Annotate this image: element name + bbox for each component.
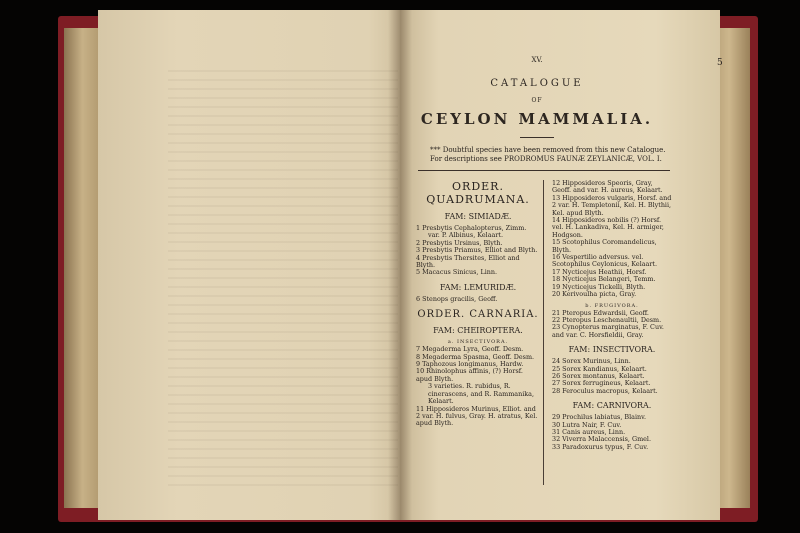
left-page <box>98 10 416 520</box>
of-label: OF <box>531 97 543 104</box>
family-heading: FAM: INSECTIVORA. <box>568 345 656 355</box>
handwritten-mark: 5 <box>717 58 723 68</box>
species-entry: 16 Vespertilio adversus. vel. Scotophilus Ceylonicus, Kelaart. <box>552 253 658 269</box>
species-entry: 29 Prochilus labiatus, Blainv. <box>552 413 646 422</box>
family-heading: FAM: CHEIROPTERA. <box>433 326 523 336</box>
species-entry: 13 Hipposideros vulgaris, Horsf. and 2 var. H. Templetonii, Kel. H. Blythii, Kel. apud Blyth. <box>552 193 672 217</box>
book-gutter <box>388 10 412 520</box>
species-entry: 33 Paradoxurus typus, F. Cuv. <box>552 442 649 451</box>
species-entry: 6 Stenops gracilis, Geoff. <box>416 294 498 303</box>
species-entry: 19 Nycticejus Tickelli, Blyth. <box>552 282 646 291</box>
order-name: QUADRUMANA. <box>426 193 530 206</box>
species-entry: 22 Pteropus Leschenaultii, Desm. <box>552 315 662 324</box>
order-heading: ORDER. CARNARIA. <box>417 309 539 321</box>
left-column <box>416 180 540 428</box>
species-entry: 20 Kerivoulha picta, Gray. <box>552 290 637 299</box>
title-rule <box>520 137 554 138</box>
order-label: ORDER. <box>452 180 504 193</box>
show-through-text <box>168 70 398 490</box>
family-heading: FAM: CARNIVORA. <box>572 401 652 411</box>
species-entry: 21 Pteropus Edwardsii, Geoff. <box>552 308 649 317</box>
species-entry: 9 Taphozous longimanus, Hardw. <box>416 360 524 369</box>
species-entry: 12 Hipposideros Speoris, Gray, Geoff. and var. H. aureus, Kelaart. <box>552 179 663 195</box>
page-number: XV. <box>531 56 543 64</box>
catalogue-heading: CATALOGUE <box>490 78 584 89</box>
note-line-1: *** Doubtful species have been removed from this new Catalogue. <box>430 146 666 154</box>
species-entry: 15 Scotophilus Coromandelicus, Blyth. <box>552 238 657 254</box>
species-entry: 24 Sorex Murinus, Linn. <box>552 357 631 366</box>
species-entry: 32 Viverra Malaccensis, Gmel. <box>552 435 652 444</box>
species-entry: 8 Megaderma Spasma, Geoff. Desm. <box>416 352 535 361</box>
subgroup-heading: b. FRUGIVORA. <box>585 302 639 309</box>
species-entry: 3 varieties. R. rubidus, R. cinerascens, and R. Rammanika, Kelaart. <box>428 382 534 406</box>
catalogue-note <box>430 146 665 164</box>
species-entry: 14 Hipposideros nobilis (?) Horsf. vel. H. Lankadiva, Kel. H. armiger, Hodgson. <box>552 216 664 239</box>
family-heading: FAM: SIMIADÆ. <box>444 212 512 221</box>
species-entry: 31 Canis aureus, Linn. <box>552 427 626 436</box>
species-entry: var. P. Albinus, Kelaart. <box>428 231 503 240</box>
species-entry: 30 Lutra Nair, F. Cuv. <box>552 420 622 429</box>
species-entry: 11 Hipposideros Murinus, Elliot. and 2 var. H. fulvus, Gray. H. atratus, Kel. apud Blyth. <box>416 404 538 428</box>
species-entry: 7 Megaderma Lyra, Geoff. Desm. <box>416 345 524 354</box>
note-rule <box>418 170 670 171</box>
right-column <box>552 180 672 451</box>
note-line-2: For descriptions see PRODROMUS FAUNÆ ZEYLANICÆ, VOL. I. <box>430 155 662 163</box>
family-heading: FAM: LEMURIDÆ. <box>439 282 517 292</box>
species-entry: 3 Presbytis Priamus, Elliot and Blyth. <box>416 246 538 255</box>
species-entry: 17 Nycticejus Heathii, Horsf. <box>552 267 647 276</box>
species-entry: 5 Macacus Sinicus, Linn. <box>416 268 498 277</box>
species-entry: 23 Cynopterus marginatus, F. Cuv. and var. C. Horsfieldii, Gray. <box>552 323 664 339</box>
species-entry: 25 Sorex Kandianus, Kelaart. <box>552 364 647 373</box>
species-entry: 10 Rhinolophus affinis, (?) Horsf. apud Blyth. <box>416 367 523 383</box>
subgroup-heading: a. INSECTIVORA. <box>447 339 509 346</box>
page-title: CEYLON MAMMALIA. <box>420 110 654 128</box>
species-entry: 4 Presbytis Thersites, Elliot and Blyth. <box>416 253 520 270</box>
species-entry: 18 Nycticejus Belangeri, Temm. <box>552 275 656 284</box>
species-entry: 28 Feroculus macropus, Kelaart. <box>552 386 658 395</box>
species-entry: 26 Sorex montanus, Kelaart. <box>552 371 645 380</box>
species-entry: 2 Presbytis Ursinus, Blyth. <box>416 238 503 247</box>
species-entry: 27 Sorex ferrugineus, Kelaart. <box>552 379 651 388</box>
species-entry: 1 Presbytis Cephalopterus, Zimm. <box>416 224 527 232</box>
column-divider <box>543 180 544 485</box>
